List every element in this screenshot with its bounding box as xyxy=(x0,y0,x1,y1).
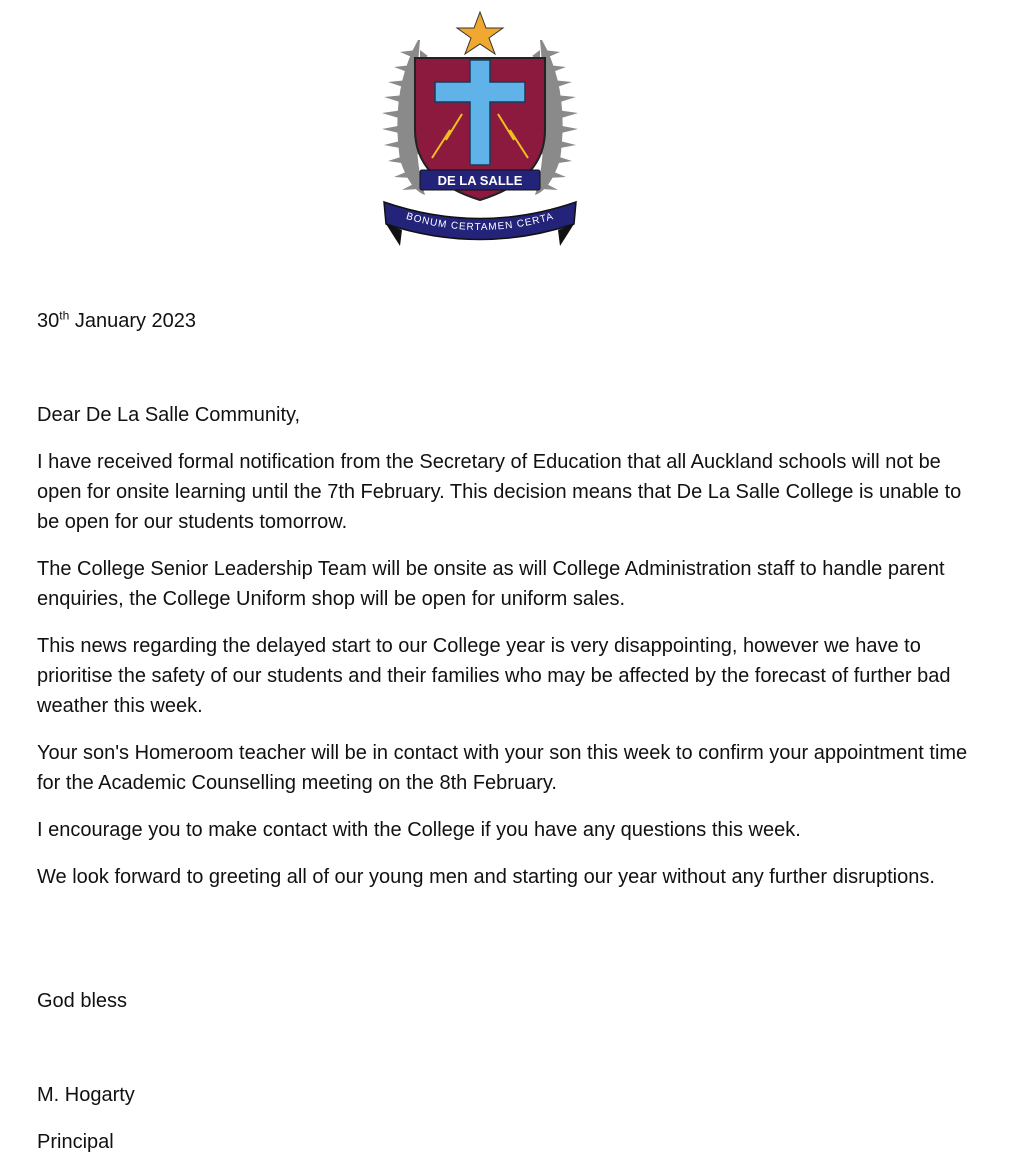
paragraph-notification: I have received formal notification from the Secretary of Education that all Auckland schools will not be open for onsite learning until the 7th February. This decision means that De La Salle College is unable to be open for our students tomorrow. xyxy=(37,451,962,533)
college-crest-logo xyxy=(370,10,590,250)
paragraph-closing: We look forward to greeting all of our young men and starting our year without any further disruptions. xyxy=(37,866,935,888)
letter-date: 30th January 2023 xyxy=(37,308,197,332)
paragraph-staff-onsite: The College Senior Leadership Team will be onsite as will College Administration staff to handle parent enquiries, the College Uniform shop will be open for uniform sales. xyxy=(37,558,945,610)
paragraph-homeroom: Your son's Homeroom teacher will be in contact with your son this week to confirm your appointment time for the Academic Counselling meeting on the 8th February. xyxy=(37,742,968,794)
college-name-text: DE LA SALLE xyxy=(437,173,523,188)
college-motto-text: BONUM CERTAMEN CERTA xyxy=(404,211,556,234)
star-icon xyxy=(457,12,503,54)
paragraph-safety: This news regarding the delayed start to our College year is very disappointing, however we have to prioritise the safety of our students and their families who may be affected by the forecast of further bad weather this week. xyxy=(37,635,951,717)
paragraph-contact: I encourage you to make contact with the College if you have any questions this week. xyxy=(37,819,801,841)
signatory-name: M. Hogarty xyxy=(37,1084,135,1106)
signatory-title: Principal xyxy=(37,1131,114,1153)
salutation: Dear De La Salle Community, xyxy=(37,404,301,426)
closing-blessing: God bless xyxy=(37,990,128,1012)
